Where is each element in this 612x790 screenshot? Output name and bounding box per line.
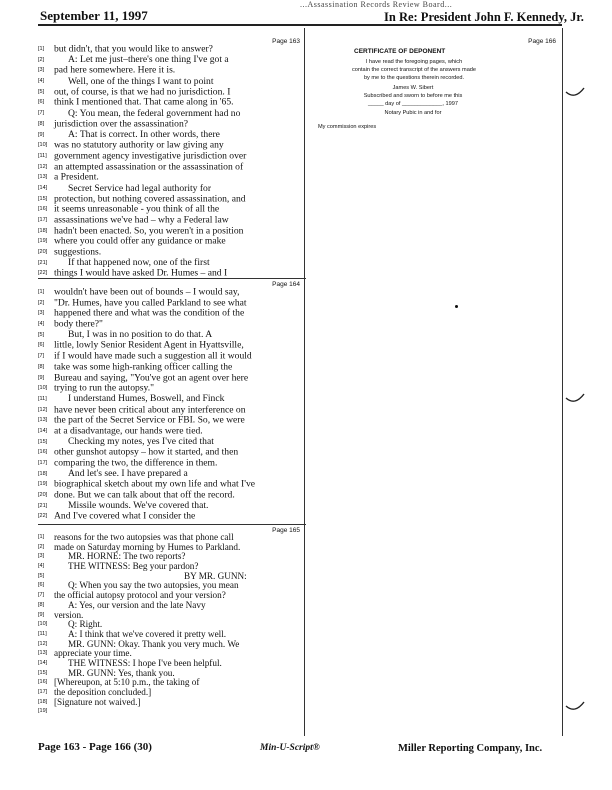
transcript-line (38, 183, 306, 194)
line-number: [13] (38, 650, 48, 657)
transcript-line (38, 601, 306, 611)
subscribed-line: Subscribed and sworn to before me this (363, 93, 463, 100)
transcript-line (38, 458, 306, 469)
transcript-line (38, 620, 306, 630)
line-number: [10] (38, 385, 48, 392)
transcript-line (38, 204, 306, 215)
line-text: Well, one of the things I want to point (68, 76, 214, 87)
page-label: Page 165 (272, 527, 300, 534)
top-clipped-text: ...Assassination Records Review Board... (300, 0, 453, 8)
header-case-title: In Re: President John F. Kennedy, Jr. (384, 10, 584, 24)
transcript-line (38, 394, 306, 405)
line-number: [8] (38, 363, 45, 370)
transcript-line (38, 65, 306, 76)
certificate-body (324, 58, 504, 83)
line-number: [17] (38, 460, 48, 466)
line-text: assassinations we've had – why a Federal law (54, 215, 229, 226)
line-text: made on Saturday morning by Humes to Parkland. (54, 542, 241, 552)
line-text: [Signature not waived.] (54, 697, 141, 707)
line-text: MR. GUNN: Yes, thank you. (68, 668, 175, 678)
line-text: biographical sketch about my own life and what I've (54, 479, 256, 490)
transcript-line (38, 226, 306, 237)
line-number: [1] (38, 289, 45, 295)
line-text: Q: When you say the two autopsies, you mean (68, 581, 239, 591)
transcript-line (38, 581, 306, 591)
line-number: [9] (38, 374, 45, 381)
line-number: [20] (38, 492, 48, 499)
certificate-title: CERTIFICATE OF DEPONENT (354, 48, 446, 55)
line-text: Q: Right. (68, 620, 103, 630)
transcript-line (38, 215, 306, 226)
line-text: If that happened now, one of the first (68, 257, 210, 269)
transcript-line (38, 330, 306, 341)
line-number: [19] (38, 238, 48, 245)
line-number: [7] (38, 353, 45, 360)
line-text: MR. HORNE: The two reports? (68, 552, 186, 562)
line-text: And I've covered what I consider the (54, 511, 196, 522)
line-number: [6] (38, 342, 45, 349)
transcript-line (38, 119, 306, 130)
certificate-body-line: contain the correct transcript of the answers made (351, 67, 477, 74)
line-text: hadn't been enacted. So, you weren't in a position (54, 225, 244, 237)
transcript-line (38, 688, 306, 698)
certificate-body-line: I have read the foregoing pages, which (365, 59, 463, 65)
transcript-line (38, 678, 306, 688)
transcript-line (38, 659, 306, 669)
transcript-line (38, 437, 306, 448)
transcript-line (38, 572, 306, 582)
line-text: MR. GUNN: Okay. Thank you very much. We (68, 639, 240, 649)
line-text: at a disadvantage, our hands were tied. (54, 425, 203, 437)
line-number: [19] (38, 708, 48, 715)
line-number: [18] (38, 227, 48, 234)
line-number: [5] (38, 88, 45, 95)
scan-dot (455, 305, 458, 308)
line-number: [4] (38, 563, 45, 570)
line-text: A: That is correct. In other words, there (68, 129, 220, 141)
transcript-line (38, 298, 306, 309)
transcript-page-163 (38, 36, 306, 279)
line-text: done. But we can talk about that off the record. (54, 490, 235, 501)
transcript-line (38, 108, 306, 119)
line-number: [7] (38, 592, 45, 599)
line-text: A: Yes, our version and the late Navy (68, 600, 206, 610)
footer-company: Miller Reporting Company, Inc. (398, 743, 543, 754)
line-text: other gunshot autopsy – how it started, and then (54, 447, 239, 458)
transcript-line (38, 591, 306, 601)
line-number: [2] (38, 543, 45, 550)
notary-line: Notary Pubic in and for (384, 109, 442, 116)
line-number: [3] (38, 310, 45, 317)
line-number: [13] (38, 417, 48, 424)
line-text: little, lowly Senior Resident Agent in Hyattsville, (54, 340, 244, 351)
transcript-line (38, 351, 306, 362)
line-text: the official autopsy protocol and your version? (54, 591, 226, 601)
line-text: a President. (54, 172, 99, 183)
line-text: "Dr. Humes, have you called Parkland to see what (54, 297, 247, 309)
line-text: reasons for the two autopsies was that phone call (54, 533, 234, 542)
transcript-line (38, 340, 306, 351)
line-number: [11] (38, 152, 47, 159)
transcript-line (38, 130, 306, 141)
commission-line: My commission expires (318, 124, 377, 130)
line-number: [14] (38, 659, 48, 666)
transcript-line (38, 236, 306, 247)
signer-name: James W. Sibert (392, 85, 434, 91)
transcript-line (38, 501, 306, 512)
line-number: [1] (38, 534, 45, 541)
line-text: government agency investigative jurisdiction over (54, 150, 247, 162)
line-text: THE WITNESS: I hope I've been helpful. (68, 658, 222, 668)
transcript-line (38, 552, 306, 562)
line-text: if I would have made such a suggestion all it would (54, 351, 252, 362)
line-number: [20] (38, 249, 48, 256)
line-text: Secret Service had legal authority for (68, 182, 212, 194)
line-number: [22] (38, 270, 48, 277)
page-label: Page 164 (272, 281, 300, 288)
line-text: have never been critical about any interference on (54, 404, 246, 416)
transcript-line (38, 162, 306, 173)
transcript-line (38, 319, 306, 330)
transcript-line (38, 469, 306, 480)
right-column-frame (306, 28, 563, 736)
transcript-line (38, 87, 306, 98)
line-text: Missile wounds. We've covered that. (68, 500, 209, 512)
line-text: BY MR. GUNN: (184, 571, 247, 581)
line-number: [11] (38, 395, 47, 402)
line-number: [16] (38, 206, 48, 213)
line-number: [3] (38, 553, 45, 560)
transcript-line (38, 151, 306, 162)
line-text: appreciate your time. (54, 649, 132, 659)
line-number: [22] (38, 513, 48, 520)
page-label: Page 166 (528, 38, 556, 45)
line-number: [10] (38, 621, 48, 628)
line-text: protection, but nothing covered assassination, and (54, 193, 246, 205)
line-number: [7] (38, 110, 45, 117)
line-text: Checking my notes, yes I've cited that (68, 436, 214, 448)
line-number: [17] (38, 689, 48, 696)
day-line: _____ day of _____________, 1997 (368, 101, 458, 108)
line-number: [12] (38, 406, 48, 413)
line-text: THE WITNESS: Beg your pardon? (68, 562, 199, 572)
line-number: [14] (38, 184, 48, 191)
certificate-body-line: by me to the questions therein recorded. (363, 75, 465, 82)
line-text: but didn't, that you would like to answer? (54, 44, 213, 55)
scan-mark-curve (564, 86, 586, 102)
footer-product: Min-U-Script® (260, 743, 320, 753)
line-text: happened there and what was the condition of the (54, 308, 245, 319)
transcript-line (38, 630, 306, 640)
header-date: September 11, 1997 (40, 8, 148, 23)
line-number: [9] (38, 131, 45, 138)
line-text: where you could offer any guidance or make (54, 236, 226, 247)
transcript-line (38, 405, 306, 416)
transcript-line (38, 44, 306, 55)
line-number: [21] (38, 502, 48, 509)
transcript-line (38, 383, 306, 394)
line-number: [9] (38, 611, 45, 618)
line-number: [15] (38, 195, 48, 202)
transcript-line (38, 543, 306, 553)
line-number: [6] (38, 99, 45, 106)
transcript-line (38, 511, 306, 522)
transcript-lines (38, 533, 306, 717)
transcript-page-165 (38, 524, 306, 737)
transcript-line (38, 140, 306, 151)
line-number: [15] (38, 438, 48, 445)
line-number: [8] (38, 601, 45, 608)
line-number: [6] (38, 582, 45, 589)
line-number: [3] (38, 67, 45, 74)
line-text: suggestions. (54, 247, 102, 258)
line-number: [8] (38, 120, 45, 127)
transcript-line (38, 97, 306, 108)
line-number: [16] (38, 449, 48, 456)
line-text: comparing the two, the difference in them. (54, 458, 218, 469)
transcript-line (38, 415, 306, 426)
line-text: A: I think that we've covered it pretty well. (68, 629, 227, 639)
line-text: jurisdiction over the assassination? (54, 118, 189, 130)
line-text: Q: You mean, the federal government had no (68, 108, 241, 119)
transcript-line (38, 640, 306, 650)
line-number: [10] (38, 142, 48, 149)
line-text: the part of the Secret Service or FBI. So, we were (54, 415, 245, 426)
line-number: [2] (38, 56, 45, 63)
header-rule (38, 24, 562, 26)
transcript-line (38, 611, 306, 621)
line-number: [12] (38, 163, 48, 170)
line-number: [13] (38, 174, 48, 181)
line-number: [1] (38, 46, 45, 52)
page-label: Page 163 (272, 38, 300, 45)
line-number: [17] (38, 217, 48, 223)
line-number: [11] (38, 630, 47, 637)
line-text: take was some high-ranking officer calling the (54, 361, 233, 373)
line-text: And let's see. I have prepared a (68, 468, 188, 480)
line-text: the deposition concluded.] (54, 688, 152, 697)
footer-page-range: Page 163 - Page 166 (30) (38, 741, 152, 753)
transcript-line (38, 194, 306, 205)
transcript-lines (38, 287, 306, 522)
transcript-line (38, 479, 306, 490)
line-text: A: Let me just–there's one thing I've got a (68, 54, 229, 66)
transcript-page-164 (38, 278, 306, 523)
transcript-line (38, 55, 306, 66)
line-text: think I mentioned that. That came along in '65. (54, 97, 234, 108)
line-number: [4] (38, 321, 45, 328)
transcript-line (38, 669, 306, 679)
transcript-line (38, 649, 306, 659)
transcript-line (38, 490, 306, 501)
transcript-line (38, 426, 306, 437)
transcript-line (38, 76, 306, 87)
transcript-line (38, 258, 306, 269)
transcript-line (38, 533, 306, 543)
line-number: [14] (38, 427, 48, 434)
line-number: [5] (38, 572, 45, 579)
line-number: [18] (38, 698, 48, 705)
line-text: version. (54, 610, 84, 620)
line-text: an attempted assassination or the assassination of (54, 161, 244, 173)
scan-mark-curve (564, 392, 586, 408)
line-text: [Whereupon, at 5:10 p.m., the taking of (54, 678, 200, 688)
line-number: [12] (38, 640, 48, 647)
line-number: [19] (38, 481, 48, 488)
transcript-line (38, 707, 306, 717)
transcript-line (38, 362, 306, 373)
line-number: [16] (38, 679, 48, 686)
line-text: body there?" (54, 319, 103, 330)
transcript-line (38, 172, 306, 183)
transcript-line (38, 447, 306, 458)
line-text: was no statutory authority or law giving any (54, 140, 224, 151)
line-number: [21] (38, 259, 48, 266)
line-number: [18] (38, 470, 48, 477)
transcript-line (38, 562, 306, 572)
line-text: out, of course, is that we had no jurisdiction. I (54, 86, 231, 98)
line-text: trying to run the autopsy." (54, 383, 155, 394)
transcript-line (38, 698, 306, 708)
line-number: [2] (38, 299, 45, 306)
transcript-line (38, 287, 306, 298)
line-text: I understand Humes, Boswell, and Finck (68, 393, 225, 405)
line-number: [5] (38, 331, 45, 338)
transcript-lines (38, 44, 306, 279)
transcript-line (38, 373, 306, 384)
transcript-line (38, 247, 306, 258)
line-text: things I would have asked Dr. Humes – and I (54, 268, 228, 279)
transcript-line (38, 308, 306, 319)
certificate-signature-block (338, 84, 488, 117)
scan-mark-curve (564, 700, 586, 716)
line-text: Bureau and saying, "You've got an agent over here (54, 372, 249, 384)
line-number: [4] (38, 78, 45, 85)
line-text: wouldn't have been out of bounds – I would say, (54, 287, 240, 298)
line-text: it seems unreasonable - you think of all the (54, 204, 220, 215)
line-text: pad here somewhere. Here it is. (54, 65, 176, 76)
line-number: [15] (38, 669, 48, 676)
line-text: But, I was in no position to do that. A (68, 329, 213, 341)
